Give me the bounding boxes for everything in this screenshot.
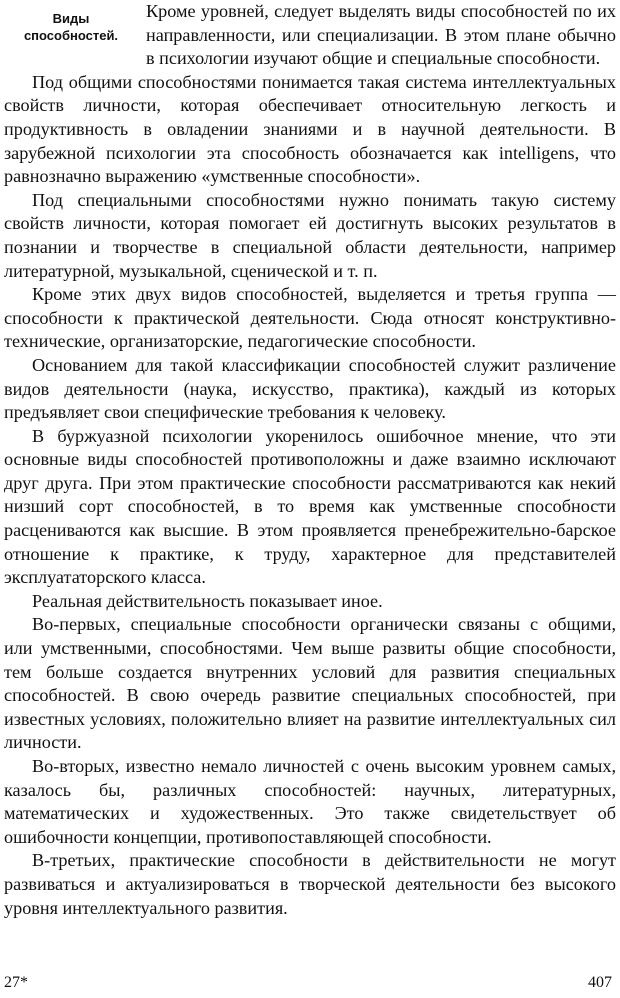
signature-mark: 27*: [4, 974, 28, 991]
paragraph-3: Под специальными способностями нужно понимать такую систему свойств личности, которая помогает ей достигнуть высоких результатов в познании и творчестве в специальной области деятельности, например литературной, музыкальной, сценической и т. п.: [4, 189, 616, 281]
paragraph-7: Реальная действительность показывает иное.: [32, 590, 383, 611]
paragraph-1: Кроме уровней, следует выделять виды способностей по их направленности, или специализации. В этом плане обычно в психологии изучают общие и специальные способности.: [146, 1, 616, 69]
margin-heading-line-1: Виды: [52, 11, 90, 26]
paragraph-10: В-третьих, практические способности в действительности не могут развиваться и актуализироваться в творческой деятельности без высокого уровня интеллектуального развития.: [4, 850, 616, 918]
paragraph-5: Основанием для такой классификации способностей служит различение видов деятельности (наука, искусство, практика), каждый из которых предъявляет свои специфические требования к человеку.: [4, 354, 616, 423]
page-number: 407: [588, 974, 612, 991]
paragraph-9: Во-вторых, известно немало личностей с очень высоким уровнем самых, казалось бы, различных способностей: научных, литературных, математических и художественных. Это также свидетельствует об ошибочности концепции, противопоставляющей способности.: [4, 756, 616, 847]
paragraph-2: Под общими способностями понимается такая система интеллектуальных свойств личности, которая обеспечивает относительную легкость и продуктивность в овладении знаниями и в научной деятельности. В зарубежной психологии эта способность обозначается как intelligens, что равнозначно выражению «умственные способности».: [4, 71, 616, 187]
paragraph-4: Кроме этих двух видов способностей, выделяется и третья группа — способности к практической деятельности. Сюда относят конструктивно-технические, организаторские, педагогические способности.: [4, 284, 616, 352]
body-text: [4, 0, 616, 920]
heading-gap: [4, 0, 146, 68]
paragraph-6: В буржуазной психологии укоренилось ошибочное мнение, что эти основные виды способностей противоположны и даже взаимно исключают друг друга. При этом практические способности рассматриваются как некий низший сорт способностей, в то время как умственные способности расцениваются как высшие. В этом проявляется пренебрежительно-барское отношение к практике, к труду, характерное для представителей эксплуататорского класса.: [4, 425, 616, 588]
paragraph-8: Во-первых, специальные способности органически связаны с общими, или умственными, способностями. Чем выше развиты общие способности, тем больше создается внутренних условий для развития специальных способностей. В свою очередь развитие специальных способностей, при известных условиях, положительно влияет на развитие интеллектуальных сил личности.: [4, 614, 616, 753]
margin-heading-line-2: способностей.: [23, 28, 119, 43]
